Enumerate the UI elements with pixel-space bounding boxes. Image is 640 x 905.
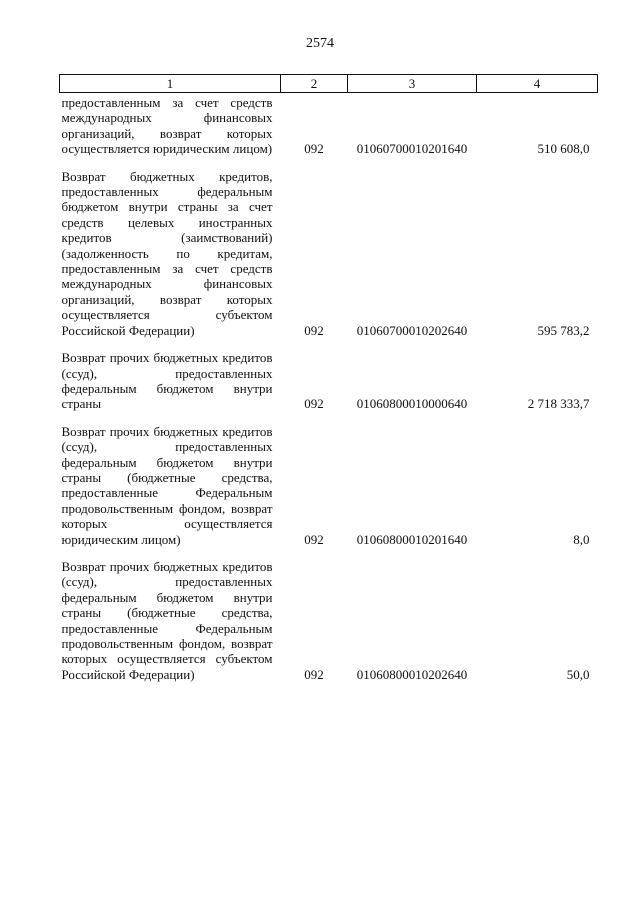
row-budget-code: 01060800010000640 xyxy=(356,396,468,412)
column-header-3: 3 xyxy=(348,75,477,93)
row-budget-code: 01060700010201640 xyxy=(356,141,468,157)
row-amount: 8,0 xyxy=(573,531,590,547)
table-row xyxy=(60,547,598,682)
row-admin-code: 092 xyxy=(304,531,324,547)
table-row xyxy=(60,157,598,338)
budget-table xyxy=(59,74,598,682)
row-description: Возврат прочих бюджетных кредитов (ссуд), предоставленных федеральным бюджетом внутри страны (бюджетные средства, предоставленные Федеральным продовольственным фондом, возврат которых осуществляется юридическим лицом) xyxy=(61,423,273,547)
row-description: Возврат прочих бюджетных кредитов (ссуд), предоставленных федеральным бюджетом внутри страны xyxy=(61,350,273,412)
row-description: предоставленным за счет средств международных финансовых организаций, возврат которых осуществляется юридическим лицом) xyxy=(61,95,273,157)
table-row xyxy=(60,93,598,157)
table-row xyxy=(60,338,598,412)
row-admin-code: 092 xyxy=(304,666,324,682)
row-description: Возврат бюджетных кредитов, предоставленных федеральным бюджетом внутри страны за счет средств целевых иностранных кредитов (заимствований) (задолженность по кредитам, предоставленным за счет средств международных финансовых организаций, возврат которых осуществляется субъектом Российской Федерации) xyxy=(61,168,273,338)
table-row xyxy=(60,412,598,547)
column-header-4: 4 xyxy=(477,75,598,93)
row-amount: 510 608,0 xyxy=(537,141,590,157)
page-number: 2574 xyxy=(306,36,334,51)
table-header xyxy=(60,75,598,93)
row-admin-code: 092 xyxy=(304,141,324,157)
column-header-1: 1 xyxy=(60,75,281,93)
row-amount: 50,0 xyxy=(566,666,590,682)
row-amount: 2 718 333,7 xyxy=(527,396,590,412)
row-amount: 595 783,2 xyxy=(537,322,590,338)
row-admin-code: 092 xyxy=(304,322,324,338)
row-budget-code: 01060700010202640 xyxy=(356,322,468,338)
row-description: Возврат прочих бюджетных кредитов (ссуд), предоставленных федеральным бюджетом внутри страны (бюджетные средства, предоставленные Федеральным продовольственным фондом, возврат которых осуществляется субъектом Российской Федерации) xyxy=(61,558,273,682)
row-budget-code: 01060800010201640 xyxy=(356,531,468,547)
row-budget-code: 01060800010202640 xyxy=(356,666,468,682)
column-header-2: 2 xyxy=(281,75,348,93)
row-admin-code: 092 xyxy=(304,396,324,412)
